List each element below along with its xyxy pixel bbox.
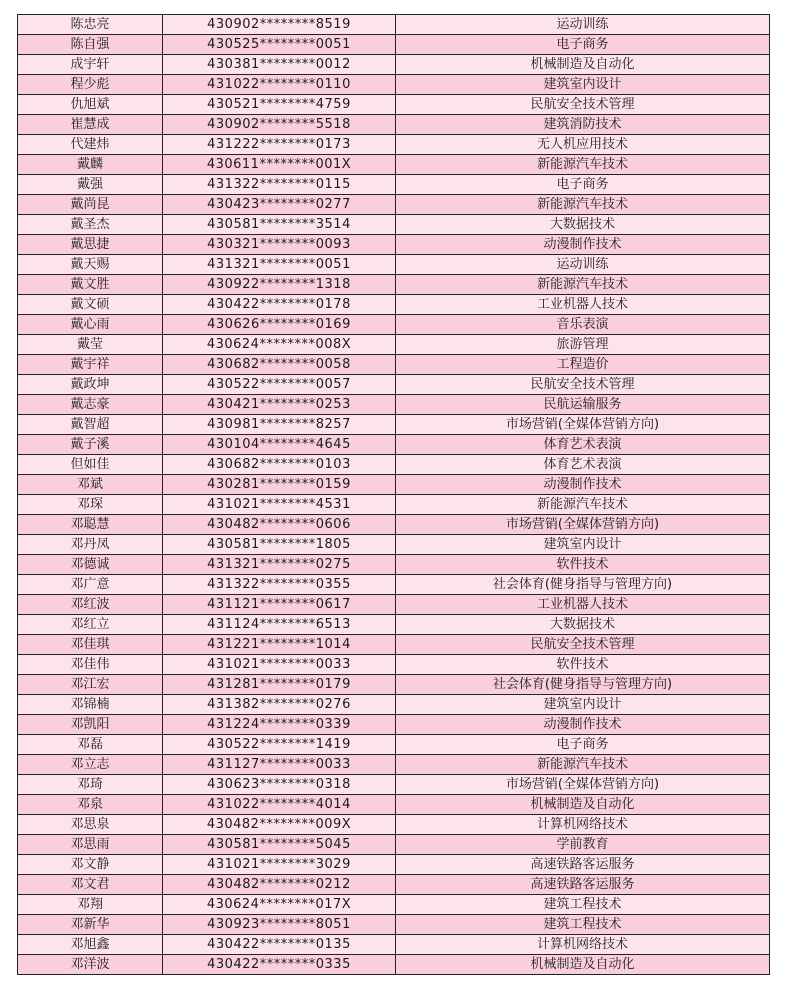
table-row (18, 35, 770, 55)
id-number-cell: 431322********0115 (163, 175, 396, 195)
student-name-cell: 戴志豪 (18, 395, 163, 415)
student-name-cell: 戴智超 (18, 415, 163, 435)
major-cell: 社会体育(健身指导与管理方向) (396, 575, 770, 595)
table-body (18, 15, 770, 975)
student-name-cell: 邓立志 (18, 755, 163, 775)
major-cell: 动漫制作技术 (396, 715, 770, 735)
table-row (18, 135, 770, 155)
major-cell: 市场营销(全媒体营销方向) (396, 775, 770, 795)
major-cell: 建筑消防技术 (396, 115, 770, 135)
major-cell: 新能源汽车技术 (396, 495, 770, 515)
table-row (18, 175, 770, 195)
major-cell: 市场营销(全媒体营销方向) (396, 515, 770, 535)
major-cell: 建筑工程技术 (396, 915, 770, 935)
table-row (18, 235, 770, 255)
id-number-cell: 430522********0057 (163, 375, 396, 395)
student-name-cell: 戴尚昆 (18, 195, 163, 215)
major-cell: 体育艺术表演 (396, 455, 770, 475)
student-name-cell: 邓锦楠 (18, 695, 163, 715)
major-cell: 新能源汽车技术 (396, 275, 770, 295)
student-name-cell: 邓洋波 (18, 955, 163, 975)
major-cell: 机械制造及自动化 (396, 955, 770, 975)
table-row (18, 775, 770, 795)
major-cell: 建筑室内设计 (396, 535, 770, 555)
major-cell: 电子商务 (396, 735, 770, 755)
table-row (18, 755, 770, 775)
id-number-cell: 430902********8519 (163, 15, 396, 35)
student-name-cell: 邓聪慧 (18, 515, 163, 535)
table-row (18, 335, 770, 355)
student-name-cell: 邓磊 (18, 735, 163, 755)
major-cell: 高速铁路客运服务 (396, 875, 770, 895)
student-name-cell: 邓文静 (18, 855, 163, 875)
student-name-cell: 成宇轩 (18, 55, 163, 75)
major-cell: 民航运输服务 (396, 395, 770, 415)
student-name-cell: 邓佳伟 (18, 655, 163, 675)
table-row (18, 15, 770, 35)
id-number-cell: 430482********0212 (163, 875, 396, 895)
table-row (18, 895, 770, 915)
id-number-cell: 430521********4759 (163, 95, 396, 115)
table-row (18, 215, 770, 235)
id-number-cell: 430581********5045 (163, 835, 396, 855)
student-name-cell: 邓广意 (18, 575, 163, 595)
student-name-cell: 戴强 (18, 175, 163, 195)
table-row (18, 255, 770, 275)
id-number-cell: 431022********4014 (163, 795, 396, 815)
major-cell: 建筑室内设计 (396, 695, 770, 715)
student-name-cell: 邓思雨 (18, 835, 163, 855)
table-row (18, 675, 770, 695)
student-name-cell: 仇旭斌 (18, 95, 163, 115)
table-row (18, 495, 770, 515)
major-cell: 工程造价 (396, 355, 770, 375)
student-name-cell: 戴天赐 (18, 255, 163, 275)
id-number-cell: 430525********0051 (163, 35, 396, 55)
major-cell: 动漫制作技术 (396, 475, 770, 495)
id-number-cell: 430611********001X (163, 155, 396, 175)
table-row (18, 55, 770, 75)
table-row (18, 295, 770, 315)
id-number-cell: 430522********1419 (163, 735, 396, 755)
id-number-cell: 430923********8051 (163, 915, 396, 935)
major-cell: 动漫制作技术 (396, 235, 770, 255)
id-number-cell: 430626********0169 (163, 315, 396, 335)
table-row (18, 275, 770, 295)
id-number-cell: 430981********8257 (163, 415, 396, 435)
major-cell: 建筑室内设计 (396, 75, 770, 95)
student-name-cell: 戴宇祥 (18, 355, 163, 375)
id-number-cell: 430421********0253 (163, 395, 396, 415)
id-number-cell: 430624********017X (163, 895, 396, 915)
table-row (18, 95, 770, 115)
table-row (18, 415, 770, 435)
id-number-cell: 431221********1014 (163, 635, 396, 655)
major-cell: 音乐表演 (396, 315, 770, 335)
student-name-cell: 戴思捷 (18, 235, 163, 255)
student-name-cell: 邓凯阳 (18, 715, 163, 735)
student-name-cell: 邓思泉 (18, 815, 163, 835)
major-cell: 新能源汽车技术 (396, 195, 770, 215)
student-name-cell: 戴政坤 (18, 375, 163, 395)
major-cell: 民航安全技术管理 (396, 95, 770, 115)
table-row (18, 375, 770, 395)
major-cell: 电子商务 (396, 175, 770, 195)
id-number-cell: 431321********0275 (163, 555, 396, 575)
major-cell: 软件技术 (396, 555, 770, 575)
major-cell: 学前教育 (396, 835, 770, 855)
table-row (18, 475, 770, 495)
table-row (18, 155, 770, 175)
id-number-cell: 430624********008X (163, 335, 396, 355)
table-row (18, 815, 770, 835)
table-row (18, 795, 770, 815)
id-number-cell: 431021********0033 (163, 655, 396, 675)
id-number-cell: 430482********009X (163, 815, 396, 835)
major-cell: 高速铁路客运服务 (396, 855, 770, 875)
major-cell: 社会体育(健身指导与管理方向) (396, 675, 770, 695)
table-row (18, 535, 770, 555)
id-number-cell: 430682********0103 (163, 455, 396, 475)
table-row (18, 615, 770, 635)
student-name-cell: 崔慧成 (18, 115, 163, 135)
id-number-cell: 431022********0110 (163, 75, 396, 95)
student-name-cell: 邓红波 (18, 595, 163, 615)
table-row (18, 695, 770, 715)
student-name-cell: 代建炜 (18, 135, 163, 155)
table-row (18, 355, 770, 375)
student-table (17, 14, 770, 975)
id-number-cell: 431224********0339 (163, 715, 396, 735)
table-row (18, 915, 770, 935)
id-number-cell: 430104********4645 (163, 435, 396, 455)
major-cell: 旅游管理 (396, 335, 770, 355)
major-cell: 机械制造及自动化 (396, 795, 770, 815)
major-cell: 计算机网络技术 (396, 815, 770, 835)
table-row (18, 835, 770, 855)
student-name-cell: 邓江宏 (18, 675, 163, 695)
major-cell: 工业机器人技术 (396, 295, 770, 315)
id-number-cell: 431121********0617 (163, 595, 396, 615)
id-number-cell: 431222********0173 (163, 135, 396, 155)
id-number-cell: 430482********0606 (163, 515, 396, 535)
table-row (18, 635, 770, 655)
table-row (18, 575, 770, 595)
table-row (18, 715, 770, 735)
major-cell: 民航安全技术管理 (396, 375, 770, 395)
table-row (18, 875, 770, 895)
id-number-cell: 430321********0093 (163, 235, 396, 255)
id-number-cell: 430922********1318 (163, 275, 396, 295)
student-name-cell: 戴麟 (18, 155, 163, 175)
table-row (18, 515, 770, 535)
id-number-cell: 430581********3514 (163, 215, 396, 235)
student-name-cell: 邓琦 (18, 775, 163, 795)
id-number-cell: 431021********3029 (163, 855, 396, 875)
major-cell: 市场营销(全媒体营销方向) (396, 415, 770, 435)
id-number-cell: 430422********0135 (163, 935, 396, 955)
student-name-cell: 邓文君 (18, 875, 163, 895)
major-cell: 运动训练 (396, 15, 770, 35)
major-cell: 软件技术 (396, 655, 770, 675)
student-name-cell: 邓红立 (18, 615, 163, 635)
table-row (18, 855, 770, 875)
student-name-cell: 程少彪 (18, 75, 163, 95)
student-name-cell: 邓德诚 (18, 555, 163, 575)
table-row (18, 555, 770, 575)
student-name-cell: 戴子溪 (18, 435, 163, 455)
student-name-cell: 戴文胜 (18, 275, 163, 295)
major-cell: 大数据技术 (396, 215, 770, 235)
major-cell: 新能源汽车技术 (396, 755, 770, 775)
table-row (18, 455, 770, 475)
table-row (18, 395, 770, 415)
id-number-cell: 430281********0159 (163, 475, 396, 495)
table-row (18, 735, 770, 755)
major-cell: 工业机器人技术 (396, 595, 770, 615)
major-cell: 民航安全技术管理 (396, 635, 770, 655)
student-name-cell: 邓斌 (18, 475, 163, 495)
major-cell: 无人机应用技术 (396, 135, 770, 155)
id-number-cell: 430682********0058 (163, 355, 396, 375)
table-row (18, 595, 770, 615)
id-number-cell: 431322********0355 (163, 575, 396, 595)
student-name-cell: 邓佳琪 (18, 635, 163, 655)
student-name-cell: 陈忠亮 (18, 15, 163, 35)
major-cell: 运动训练 (396, 255, 770, 275)
id-number-cell: 431382********0276 (163, 695, 396, 715)
id-number-cell: 430581********1805 (163, 535, 396, 555)
id-number-cell: 430902********5518 (163, 115, 396, 135)
student-name-cell: 邓丹凤 (18, 535, 163, 555)
student-name-cell: 邓泉 (18, 795, 163, 815)
student-name-cell: 邓琛 (18, 495, 163, 515)
major-cell: 体育艺术表演 (396, 435, 770, 455)
major-cell: 大数据技术 (396, 615, 770, 635)
major-cell: 建筑工程技术 (396, 895, 770, 915)
student-name-cell: 邓新华 (18, 915, 163, 935)
id-number-cell: 430623********0318 (163, 775, 396, 795)
table-row (18, 75, 770, 95)
table-row (18, 435, 770, 455)
major-cell: 机械制造及自动化 (396, 55, 770, 75)
id-number-cell: 430423********0277 (163, 195, 396, 215)
id-number-cell: 431281********0179 (163, 675, 396, 695)
student-name-cell: 陈自强 (18, 35, 163, 55)
table-row (18, 655, 770, 675)
student-name-cell: 邓翔 (18, 895, 163, 915)
id-number-cell: 431021********4531 (163, 495, 396, 515)
id-number-cell: 430422********0335 (163, 955, 396, 975)
table-row (18, 315, 770, 335)
id-number-cell: 431321********0051 (163, 255, 396, 275)
student-name-cell: 但如佳 (18, 455, 163, 475)
table-row (18, 955, 770, 975)
major-cell: 电子商务 (396, 35, 770, 55)
id-number-cell: 431127********0033 (163, 755, 396, 775)
student-list-sheet (17, 14, 769, 975)
major-cell: 新能源汽车技术 (396, 155, 770, 175)
id-number-cell: 430422********0178 (163, 295, 396, 315)
student-name-cell: 邓旭鑫 (18, 935, 163, 955)
student-name-cell: 戴圣杰 (18, 215, 163, 235)
student-name-cell: 戴文硕 (18, 295, 163, 315)
id-number-cell: 431124********6513 (163, 615, 396, 635)
table-row (18, 115, 770, 135)
id-number-cell: 430381********0012 (163, 55, 396, 75)
major-cell: 计算机网络技术 (396, 935, 770, 955)
student-name-cell: 戴心雨 (18, 315, 163, 335)
table-row (18, 935, 770, 955)
table-row (18, 195, 770, 215)
student-name-cell: 戴莹 (18, 335, 163, 355)
